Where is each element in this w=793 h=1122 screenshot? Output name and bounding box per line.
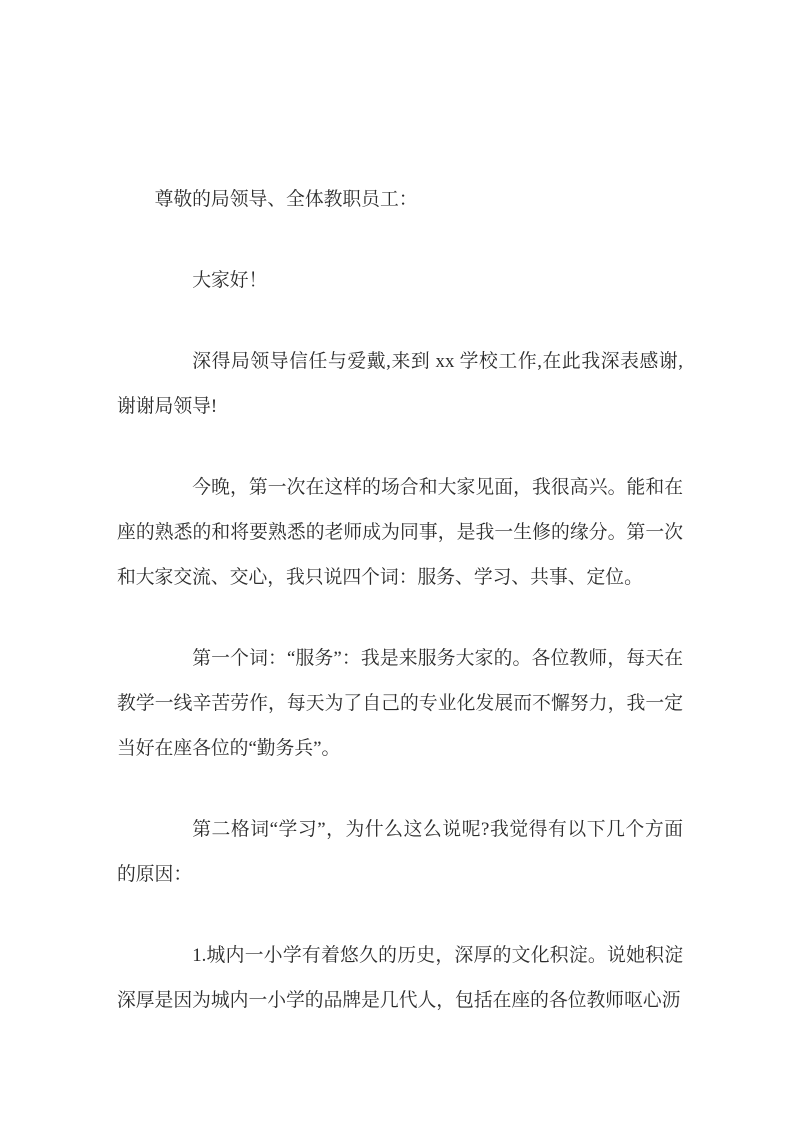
paragraph-greeting: 大家好！ [192, 270, 268, 291]
paragraph-opening: 今晚，第一次在这样的场合和大家见面，我很高兴。能和在座的熟悉的和将要熟悉的老师成为同事，是我一生修的缘分。第一次和大家交流、交心，我只说四个词：服务、学习、共事、定位。 [117, 477, 683, 588]
paragraph-word-learning: 第二格词“学习”，为什么这么说呢?我觉得有以下几个方面的原因： [117, 819, 683, 885]
paragraph-salutation: 尊敬的局领导、全体教职员工： [154, 189, 418, 210]
document-body [117, 177, 683, 1023]
paragraph-reason-history: 1.城内一小学有着悠久的历史，深厚的文化积淀。说她积淀深厚是因为城内一小学的品牌是几代人，包括在座的各位教师呕心沥 [117, 945, 683, 1011]
paragraph-thanks: 深得局领导信任与爱戴,来到 xx 学校工作,在此我深表感谢,谢谢局领导! [117, 351, 683, 417]
paragraph-word-service: 第一个词：“服务”：我是来服务大家的。各位教师，每天在教学一线辛苦劳作，每天为了自己的专业化发展而不懈努力，我一定当好在座各位的“勤务兵”。 [117, 648, 683, 759]
